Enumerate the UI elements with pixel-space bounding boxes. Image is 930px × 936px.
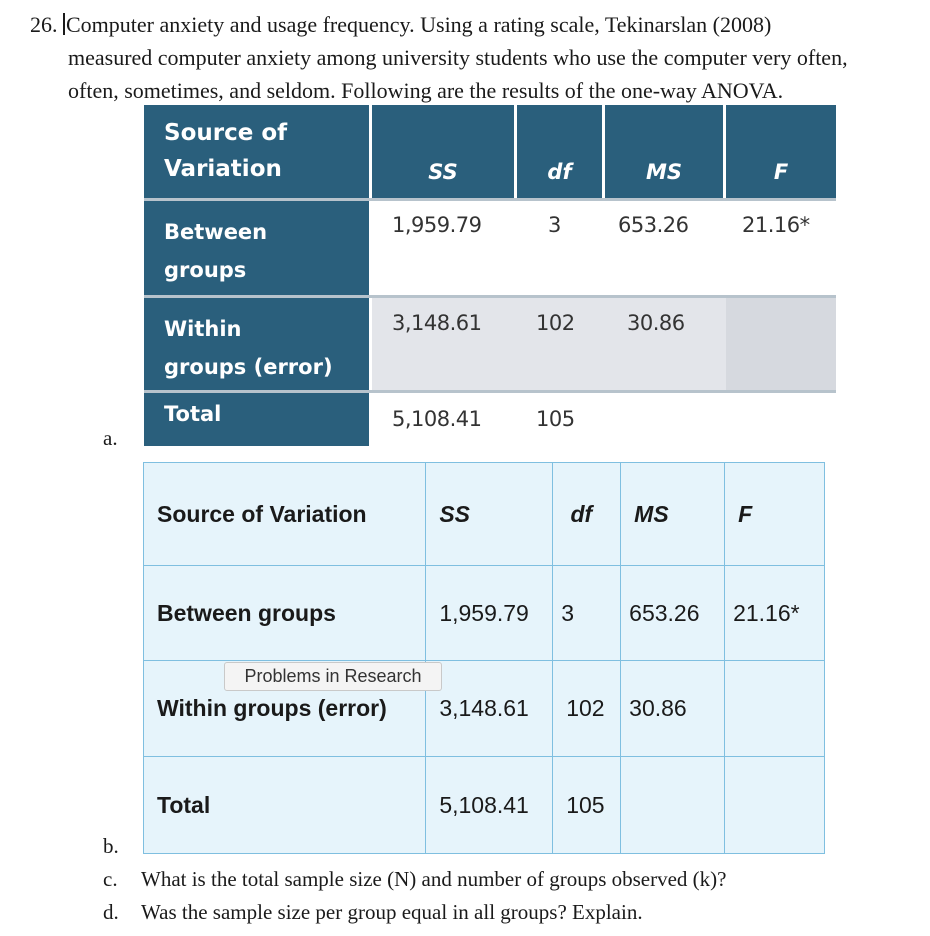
header-source-line-1: Source of [164, 120, 288, 146]
between-ms: 653.26 [618, 213, 689, 237]
header-f: F [726, 105, 836, 198]
row-label-between: Between groups [144, 566, 426, 661]
header-ss: SS [426, 463, 553, 566]
total-df: 105 [553, 757, 621, 854]
header-ms: MS [621, 463, 725, 566]
option-d-text: Was the sample size per group equal in all groups? Explain. [141, 900, 643, 924]
option-b-label: b. [103, 834, 119, 858]
header-df: df [553, 463, 621, 566]
total-ss: 5,108.41 [392, 407, 482, 431]
within-ss: 3,148.61 [392, 311, 482, 335]
question-line-1: Computer anxiety and usage frequency. Using a rating scale, Tekinarslan (2008) [66, 12, 772, 37]
option-c [103, 864, 727, 894]
row-label-within: Within groups (error) [144, 661, 426, 757]
question-number: 26. [30, 12, 58, 37]
total-f-empty [725, 757, 825, 854]
row-label-between [144, 201, 369, 295]
text-cursor [63, 13, 65, 35]
option-a-label: a. [103, 426, 118, 450]
row-label-within [144, 298, 369, 390]
row-label-within-line-1: Within [164, 317, 242, 341]
table-row-between [144, 566, 825, 661]
between-df: 3 [553, 566, 621, 661]
option-d-label: d. [103, 900, 119, 924]
total-ms-empty [621, 757, 725, 854]
within-ms: 30.86 [621, 661, 725, 757]
header-source-of-variation [144, 105, 369, 198]
row-label-between-line-2: groups [164, 258, 247, 282]
table-row-total [144, 757, 825, 854]
option-c-text: What is the total sample size (N) and number of groups observed (k)? [141, 867, 727, 891]
within-df: 102 [553, 661, 621, 757]
between-f: 21.16* [725, 566, 825, 661]
within-df: 102 [536, 311, 575, 335]
header-ms: MS [605, 105, 723, 198]
row-label-total-text: Total [164, 402, 222, 426]
option-c-label: c. [103, 867, 118, 891]
anova-table-image [144, 105, 836, 446]
between-f: 21.16* [742, 213, 810, 237]
question-line-3: often, sometimes, and seldom. Following are the results of the one-way ANOVA. [68, 78, 784, 103]
total-ss: 5,108.41 [426, 757, 553, 854]
table-header-row [144, 463, 825, 566]
between-ss: 1,959.79 [426, 566, 553, 661]
between-ms: 653.26 [621, 566, 725, 661]
between-df: 3 [548, 213, 561, 237]
total-df: 105 [536, 407, 575, 431]
header-ss: SS [372, 105, 514, 198]
header-f: F [725, 463, 825, 566]
within-f-empty [725, 661, 825, 757]
within-ss: 3,148.61 [426, 661, 553, 757]
anova-table [143, 462, 825, 854]
row-label-total: Total [144, 757, 426, 854]
row-label-total [144, 393, 369, 446]
question-line-2: measured computer anxiety among university students who use the computer very often, [68, 45, 848, 70]
row-label-within-line-2: groups (error) [164, 355, 333, 379]
within-f-shading [726, 298, 836, 390]
question-text [30, 8, 920, 107]
header-source-of-variation: Source of Variation [144, 463, 426, 566]
tooltip: Problems in Research [224, 662, 442, 691]
header-df: df [517, 105, 602, 198]
between-ss: 1,959.79 [392, 213, 482, 237]
row-label-between-line-1: Between [164, 220, 268, 244]
option-d [103, 897, 643, 927]
header-source-line-2: Variation [164, 156, 282, 182]
within-ms: 30.86 [627, 311, 685, 335]
